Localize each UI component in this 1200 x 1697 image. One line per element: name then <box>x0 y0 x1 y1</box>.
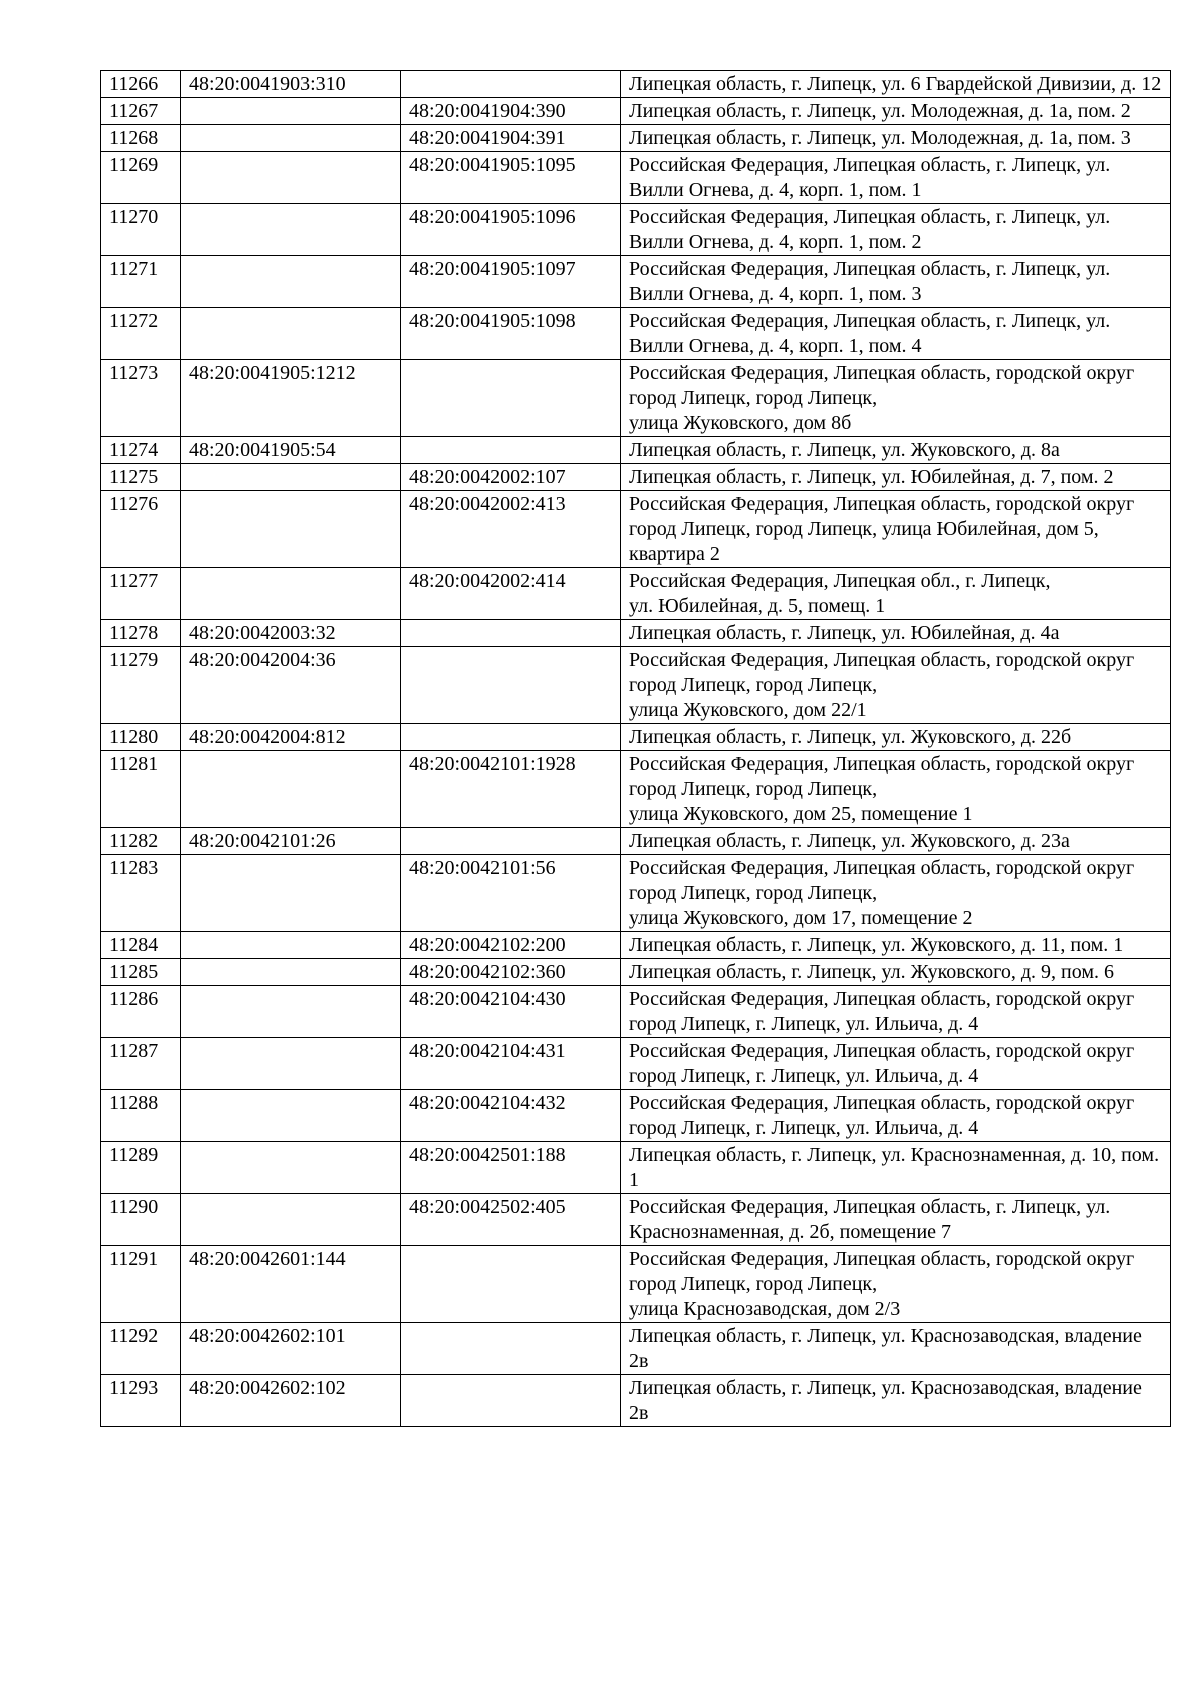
address-cell: Липецкая область, г. Липецк, ул. Краснозаводская, владение 2в <box>621 1323 1171 1375</box>
table-row <box>101 828 1171 855</box>
address-cell: Российская Федерация, Липецкая область, городской округ город Липецк, город Липецк, улица Юбилейная, дом 5, квартира 2 <box>621 491 1171 568</box>
building-cadastral-number-cell <box>401 1375 621 1427</box>
table-row <box>101 464 1171 491</box>
building-cadastral-number-cell: 48:20:0042002:107 <box>401 464 621 491</box>
table-row <box>101 437 1171 464</box>
row-number-cell: 11285 <box>101 959 181 986</box>
address-cell: Липецкая область, г. Липецк, ул. Жуковского, д. 22б <box>621 724 1171 751</box>
table-row <box>101 986 1171 1038</box>
land-cadastral-number-cell: 48:20:0042003:32 <box>181 620 401 647</box>
address-cell: Липецкая область, г. Липецк, ул. Юбилейная, д. 7, пом. 2 <box>621 464 1171 491</box>
address-cell: Липецкая область, г. Липецк, ул. Краснознаменная, д. 10, пом. 1 <box>621 1142 1171 1194</box>
address-cell: Российская Федерация, Липецкая область, г. Липецк, ул. Вилли Огнева, д. 4, корп. 1, пом. 1 <box>621 152 1171 204</box>
table-row <box>101 204 1171 256</box>
building-cadastral-number-cell <box>401 1323 621 1375</box>
land-cadastral-number-cell: 48:20:0041905:54 <box>181 437 401 464</box>
building-cadastral-number-cell: 48:20:0042102:200 <box>401 932 621 959</box>
table-row <box>101 1142 1171 1194</box>
address-cell: Липецкая область, г. Липецк, ул. Юбилейная, д. 4а <box>621 620 1171 647</box>
address-cell: Липецкая область, г. Липецк, ул. Жуковского, д. 23а <box>621 828 1171 855</box>
address-cell: Российская Федерация, Липецкая область, городской округ город Липецк, город Липецк, улица Жуковского, дом 17, помещение 2 <box>621 855 1171 932</box>
table-row <box>101 1090 1171 1142</box>
building-cadastral-number-cell <box>401 620 621 647</box>
row-number-cell: 11270 <box>101 204 181 256</box>
row-number-cell: 11283 <box>101 855 181 932</box>
building-cadastral-number-cell: 48:20:0042104:432 <box>401 1090 621 1142</box>
row-number-cell: 11282 <box>101 828 181 855</box>
land-cadastral-number-cell <box>181 986 401 1038</box>
land-cadastral-number-cell <box>181 308 401 360</box>
land-cadastral-number-cell <box>181 491 401 568</box>
land-cadastral-number-cell <box>181 751 401 828</box>
row-number-cell: 11272 <box>101 308 181 360</box>
land-cadastral-number-cell: 48:20:0042601:144 <box>181 1246 401 1323</box>
address-cell: Российская Федерация, Липецкая область, городской округ город Липецк, город Липецк, улица Жуковского, дом 22/1 <box>621 647 1171 724</box>
land-cadastral-number-cell: 48:20:0042004:812 <box>181 724 401 751</box>
row-number-cell: 11286 <box>101 986 181 1038</box>
row-number-cell: 11290 <box>101 1194 181 1246</box>
land-cadastral-number-cell <box>181 98 401 125</box>
address-cell: Липецкая область, г. Липецк, ул. Молодежная, д. 1а, пом. 3 <box>621 125 1171 152</box>
building-cadastral-number-cell: 48:20:0042101:1928 <box>401 751 621 828</box>
address-cell: Липецкая область, г. Липецк, ул. Краснозаводская, владение 2в <box>621 1375 1171 1427</box>
land-cadastral-number-cell <box>181 1038 401 1090</box>
land-cadastral-number-cell <box>181 464 401 491</box>
land-cadastral-number-cell <box>181 932 401 959</box>
table-row <box>101 1375 1171 1427</box>
document-page <box>100 70 1170 1427</box>
land-cadastral-number-cell <box>181 256 401 308</box>
row-number-cell: 11293 <box>101 1375 181 1427</box>
row-number-cell: 11275 <box>101 464 181 491</box>
building-cadastral-number-cell: 48:20:0041905:1098 <box>401 308 621 360</box>
row-number-cell: 11287 <box>101 1038 181 1090</box>
land-cadastral-number-cell <box>181 152 401 204</box>
address-cell: Российская Федерация, Липецкая область, г. Липецк, ул. Вилли Огнева, д. 4, корп. 1, пом. 3 <box>621 256 1171 308</box>
land-cadastral-number-cell <box>181 1090 401 1142</box>
building-cadastral-number-cell: 48:20:0042501:188 <box>401 1142 621 1194</box>
table-row <box>101 256 1171 308</box>
address-cell: Российская Федерация, Липецкая область, городской округ город Липецк, город Липецк, улица Жуковского, дом 8б <box>621 360 1171 437</box>
address-cell: Липецкая область, г. Липецк, ул. Молодежная, д. 1а, пом. 2 <box>621 98 1171 125</box>
row-number-cell: 11281 <box>101 751 181 828</box>
building-cadastral-number-cell: 48:20:0042101:56 <box>401 855 621 932</box>
address-cell: Липецкая область, г. Липецк, ул. 6 Гвардейской Дивизии, д. 12 <box>621 71 1171 98</box>
building-cadastral-number-cell: 48:20:0041904:390 <box>401 98 621 125</box>
row-number-cell: 11284 <box>101 932 181 959</box>
land-cadastral-number-cell <box>181 959 401 986</box>
land-cadastral-number-cell: 48:20:0042602:101 <box>181 1323 401 1375</box>
table-row <box>101 932 1171 959</box>
table-row <box>101 308 1171 360</box>
land-cadastral-number-cell: 48:20:0042602:102 <box>181 1375 401 1427</box>
land-cadastral-number-cell <box>181 1194 401 1246</box>
land-cadastral-number-cell <box>181 855 401 932</box>
row-number-cell: 11266 <box>101 71 181 98</box>
building-cadastral-number-cell: 48:20:0041904:391 <box>401 125 621 152</box>
building-cadastral-number-cell: 48:20:0041905:1096 <box>401 204 621 256</box>
row-number-cell: 11279 <box>101 647 181 724</box>
table-row <box>101 98 1171 125</box>
row-number-cell: 11289 <box>101 1142 181 1194</box>
land-cadastral-number-cell: 48:20:0042101:26 <box>181 828 401 855</box>
address-cell: Липецкая область, г. Липецк, ул. Жуковского, д. 8а <box>621 437 1171 464</box>
building-cadastral-number-cell: 48:20:0042002:414 <box>401 568 621 620</box>
table-row <box>101 1194 1171 1246</box>
address-cell: Российская Федерация, Липецкая область, городской округ город Липецк, г. Липецк, ул. Ильича, д. 4 <box>621 1038 1171 1090</box>
row-number-cell: 11280 <box>101 724 181 751</box>
land-cadastral-number-cell <box>181 1142 401 1194</box>
building-cadastral-number-cell <box>401 437 621 464</box>
table-row <box>101 1038 1171 1090</box>
row-number-cell: 11271 <box>101 256 181 308</box>
building-cadastral-number-cell: 48:20:0041905:1095 <box>401 152 621 204</box>
row-number-cell: 11277 <box>101 568 181 620</box>
table-row <box>101 724 1171 751</box>
address-cell: Российская Федерация, Липецкая область, г. Липецк, ул. Вилли Огнева, д. 4, корп. 1, пом. 2 <box>621 204 1171 256</box>
address-cell: Российская Федерация, Липецкая область, г. Липецк, ул. Краснознаменная, д. 2б, помещение 7 <box>621 1194 1171 1246</box>
row-number-cell: 11291 <box>101 1246 181 1323</box>
table-row <box>101 152 1171 204</box>
building-cadastral-number-cell <box>401 647 621 724</box>
row-number-cell: 11278 <box>101 620 181 647</box>
address-cell: Российская Федерация, Липецкая область, городской округ город Липецк, город Липецк, улица Жуковского, дом 25, помещение 1 <box>621 751 1171 828</box>
row-number-cell: 11288 <box>101 1090 181 1142</box>
table-row <box>101 568 1171 620</box>
land-cadastral-number-cell <box>181 125 401 152</box>
row-number-cell: 11274 <box>101 437 181 464</box>
building-cadastral-number-cell <box>401 1246 621 1323</box>
address-cell: Российская Федерация, Липецкая обл., г. Липецк, ул. Юбилейная, д. 5, помещ. 1 <box>621 568 1171 620</box>
table-row <box>101 360 1171 437</box>
address-cell: Российская Федерация, Липецкая область, городской округ город Липецк, г. Липецк, ул. Ильича, д. 4 <box>621 1090 1171 1142</box>
row-number-cell: 11267 <box>101 98 181 125</box>
row-number-cell: 11292 <box>101 1323 181 1375</box>
table-row <box>101 491 1171 568</box>
table-row <box>101 751 1171 828</box>
address-cell: Липецкая область, г. Липецк, ул. Жуковского, д. 11, пом. 1 <box>621 932 1171 959</box>
row-number-cell: 11268 <box>101 125 181 152</box>
land-cadastral-number-cell <box>181 204 401 256</box>
table-row <box>101 855 1171 932</box>
table-row <box>101 647 1171 724</box>
table-row <box>101 620 1171 647</box>
land-cadastral-number-cell: 48:20:0041905:1212 <box>181 360 401 437</box>
table-row <box>101 1246 1171 1323</box>
row-number-cell: 11269 <box>101 152 181 204</box>
table-body <box>101 71 1171 1427</box>
building-cadastral-number-cell: 48:20:0042502:405 <box>401 1194 621 1246</box>
address-cell: Российская Федерация, Липецкая область, городской округ город Липецк, г. Липецк, ул. Ильича, д. 4 <box>621 986 1171 1038</box>
building-cadastral-number-cell <box>401 724 621 751</box>
building-cadastral-number-cell <box>401 360 621 437</box>
building-cadastral-number-cell <box>401 71 621 98</box>
land-cadastral-number-cell: 48:20:0041903:310 <box>181 71 401 98</box>
building-cadastral-number-cell: 48:20:0042104:431 <box>401 1038 621 1090</box>
address-cell: Российская Федерация, Липецкая область, г. Липецк, ул. Вилли Огнева, д. 4, корп. 1, пом. 4 <box>621 308 1171 360</box>
land-cadastral-number-cell: 48:20:0042004:36 <box>181 647 401 724</box>
table-row <box>101 1323 1171 1375</box>
cadastral-table <box>100 70 1171 1427</box>
building-cadastral-number-cell <box>401 828 621 855</box>
land-cadastral-number-cell <box>181 568 401 620</box>
table-row <box>101 125 1171 152</box>
building-cadastral-number-cell: 48:20:0041905:1097 <box>401 256 621 308</box>
building-cadastral-number-cell: 48:20:0042104:430 <box>401 986 621 1038</box>
table-row <box>101 959 1171 986</box>
address-cell: Липецкая область, г. Липецк, ул. Жуковского, д. 9, пом. 6 <box>621 959 1171 986</box>
row-number-cell: 11273 <box>101 360 181 437</box>
address-cell: Российская Федерация, Липецкая область, городской округ город Липецк, город Липецк, улица Краснозаводская, дом 2/3 <box>621 1246 1171 1323</box>
table-row <box>101 71 1171 98</box>
row-number-cell: 11276 <box>101 491 181 568</box>
building-cadastral-number-cell: 48:20:0042102:360 <box>401 959 621 986</box>
building-cadastral-number-cell: 48:20:0042002:413 <box>401 491 621 568</box>
